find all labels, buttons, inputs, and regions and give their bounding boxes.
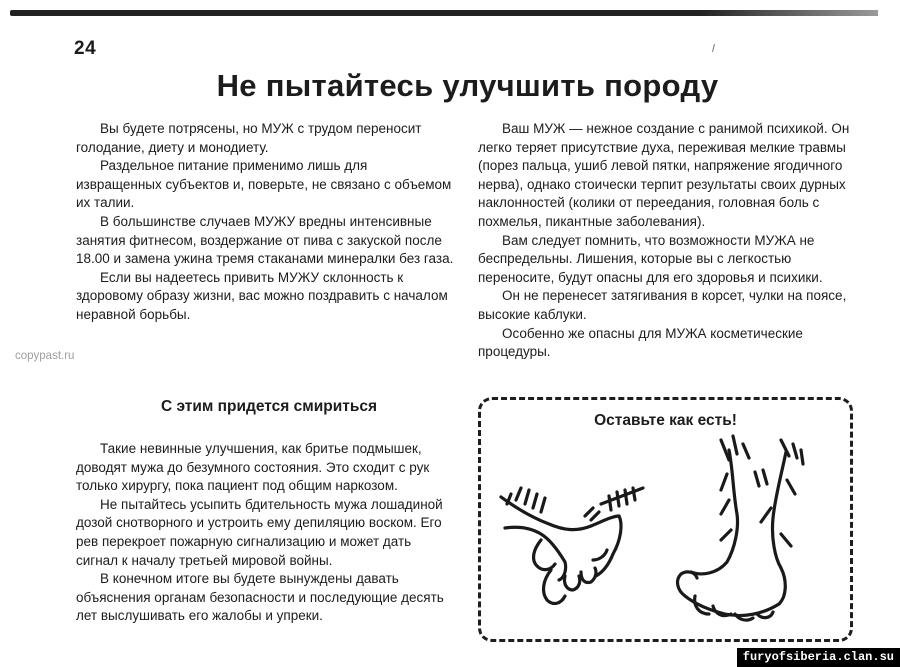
- left-paragraph-3: В большинстве случаев МУЖУ вредны интенсивные занятия фитнесом, воздержание от пива с закуской после 18.00 и замена ужина тремя стаканами минералки без газа.: [76, 213, 454, 267]
- figure-caption: Оставьте как есть!: [594, 412, 737, 429]
- page-number: 24: [74, 38, 97, 59]
- right-paragraph-4: Особенно же опасны для МУЖА косметические процедуры.: [478, 325, 803, 360]
- page-title: Не пытайтесь улучшить породу: [216, 68, 719, 103]
- right-paragraph-1: Ваш МУЖ — нежное создание с ранимой психикой. Он легко теряет присутствие духа, переживая мелкие травмы (порез пальца, ушиб левой пятки, напряжение ягодичного нерва), однако стоически терпит результаты своих дурных наклонностей (колики от переедания, головная боль с похмелья, пикантные заболевания).: [478, 121, 850, 229]
- section-paragraph-1: Такие невинные улучшения, как бритье подмышек, доводят мужа до безумного состояния. Это сходит с рук только хирургу, пока пациент под общим наркозом.: [76, 441, 430, 494]
- site-credit: furyofsiberia.clan.su: [737, 648, 900, 667]
- left-column: [76, 120, 456, 325]
- section-body: [76, 440, 446, 626]
- left-paragraph-4: Если вы надеетесь привить МУЖУ склонность к здоровому образу жизни, вас можно поздравить с началом неравной борьбы.: [76, 269, 448, 322]
- right-paragraph-3: Он не перенесет затягивания в корсет, чулки на поясе, высокие каблуки.: [478, 288, 847, 322]
- scan-mark: [712, 44, 715, 52]
- watermark: copypast.ru: [15, 350, 75, 362]
- right-column: [478, 120, 864, 362]
- section-heading: С этим придется смириться: [160, 398, 378, 415]
- left-paragraph-1: Вы будете потрясены, но МУЖ с трудом переносит голодание, диету и монодиету.: [76, 121, 422, 155]
- left-paragraph-2: Раздельное питание применимо лишь для извращенных субъектов и, поверьте, не связано с объемом их талии.: [76, 158, 452, 211]
- section-paragraph-3: В конечном итоге вы будете вынуждены давать объяснения органам безопасности и последующие десять лет выслушивать его жалобы и упреки.: [76, 571, 444, 624]
- right-paragraph-2: Вам следует помнить, что возможности МУЖА не беспредельны. Лишения, которые вы с легкостью переносите, будут опасны для его здоровья и психики.: [478, 232, 823, 285]
- section-paragraph-2: Не пытайтесь усыпить бдительность мужа лошадиной дозой снотворного и устроить ему депиляцию воском. Его рев перекроет пожарную сигнализацию и может дать сигнал к началу третьей мировой войны.: [76, 496, 443, 568]
- figure-box: [478, 397, 853, 642]
- hairy-feet-illustration: [481, 400, 850, 639]
- top-rule-fade: [700, 10, 878, 16]
